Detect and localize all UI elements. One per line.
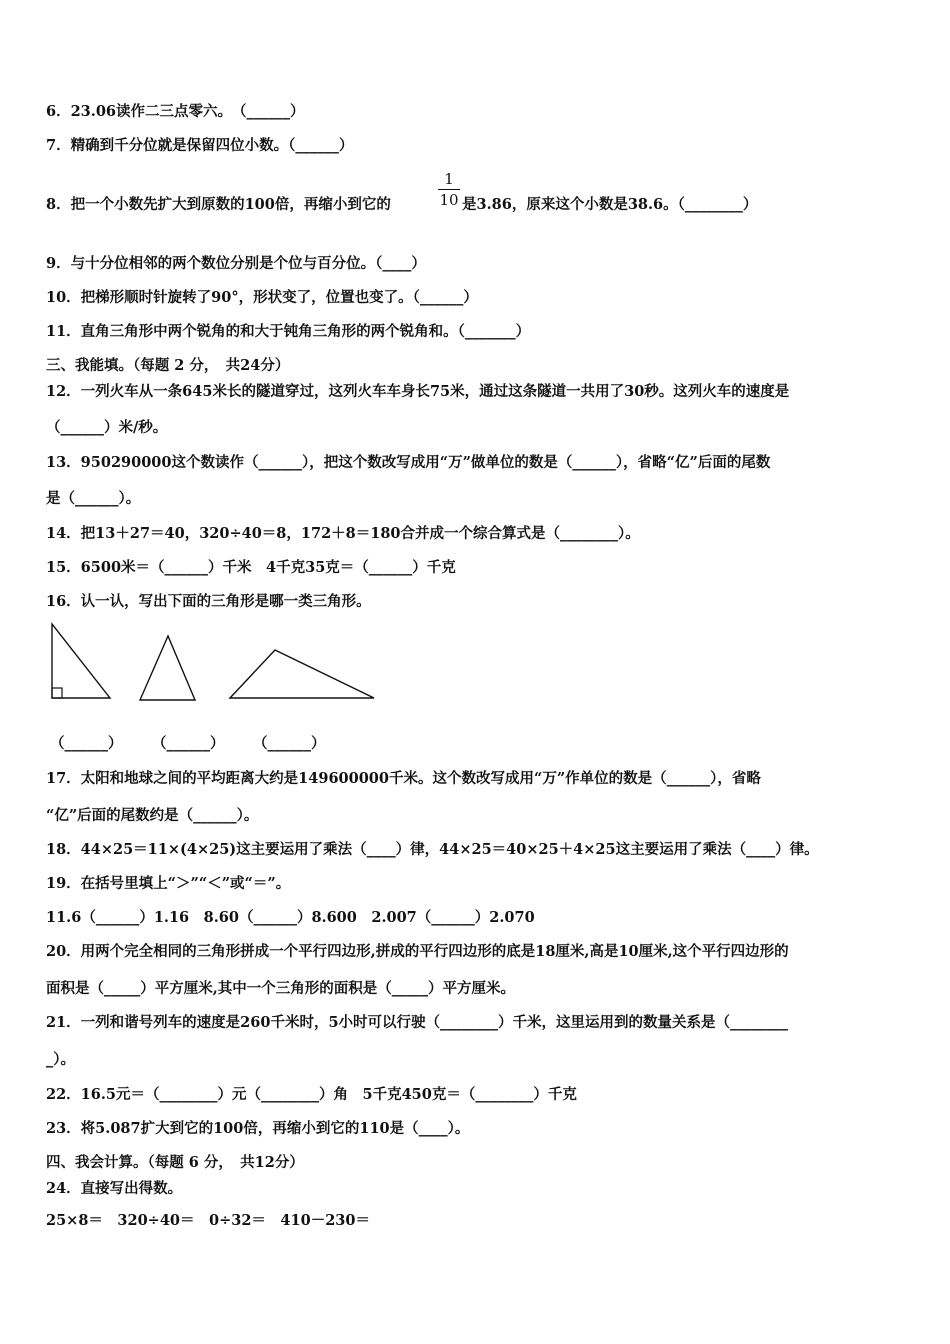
question-11: 11．直角三角形中两个锐角的和大于钝角三角形的两个锐角和。（_______）	[46, 323, 531, 340]
question-8-part1: 8．把一个小数先扩大到原数的100倍，再缩小到它的	[46, 196, 391, 213]
question-17-line2: “亿”后面的尾数约是（______）。	[46, 807, 259, 824]
section-3-heading: 三、我能填。（每题 2 分， 共24分）	[46, 357, 290, 374]
question-15: 15．6500米＝（______）千米 4千克35克＝（______）千克	[46, 559, 456, 576]
question-14: 14．把13＋27＝40，320÷40＝8，172＋8＝180合并成一个综合算式是（________）。	[46, 525, 640, 542]
question-20-line1: 20．用两个完全相同的三角形拼成一个平行四边形,拼成的平行四边形的底是18厘米,高是10厘米,这个平行四边形的	[46, 943, 789, 960]
question-12-line1: 12．一列火车从一条645米长的隧道穿过，这列火车车身长75米，通过这条隧道一共用了30秒。这列火车的速度是	[46, 383, 790, 400]
question-18: 18．44×25＝11×(4×25)这主要运用了乘法（____）律，44×25＝40×25＋4×25这主要运用了乘法（____）律。	[46, 841, 819, 858]
triangle-answer-1: （______）	[50, 735, 123, 752]
question-13-line1: 13．950290000这个数读作（______），把这个数改写成用“万”做单位的数是（______），省略“亿”后面的尾数	[46, 454, 771, 471]
question-23: 23．将5.087扩大到它的100倍，再缩小到它的110是（____）。	[46, 1120, 470, 1137]
question-21-line1: 21．一列和谐号列车的速度是260千米时，5小时可以行驶（________）千米，这里运用到的数量关系是（________	[46, 1014, 789, 1031]
right-triangle	[52, 624, 110, 698]
triangle-answer-3: （______）	[253, 735, 326, 752]
question-8-part2: 是3.86，原来这个小数是38.6。（________）	[462, 196, 758, 213]
question-9: 9．与十分位相邻的两个数位分别是个位与百分位。（____）	[46, 255, 426, 272]
question-7: 7．精确到千分位就是保留四位小数。（______）	[46, 137, 354, 154]
fraction-numerator: 1	[444, 170, 454, 188]
question-6: 6．23.06读作二三点零六。 （______）	[46, 103, 305, 120]
question-17-line1: 17．太阳和地球之间的平均距离大约是149600000千米。这个数改写成用“万”作单位的数是（______），省略	[46, 770, 761, 787]
question-10: 10．把梯形顺时针旋转了90°，形状变了，位置也变了。（______）	[46, 289, 478, 306]
question-12-line2: （______）米/秒。	[46, 419, 168, 436]
fraction-one-tenth	[438, 170, 460, 209]
right-angle-mark	[52, 688, 62, 698]
fraction-denominator: 10	[439, 191, 459, 209]
question-20-line2: 面积是（_____）平方厘米,其中一个三角形的面积是（_____）平方厘米。	[46, 980, 516, 997]
acute-triangle	[140, 636, 195, 700]
question-24-items: 25×8＝ 320÷40＝ 0÷32＝ 410－230＝	[46, 1212, 370, 1229]
question-19: 19．在括号里填上“＞”“＜”或“＝”。	[46, 875, 291, 892]
question-22: 22．16.5元＝（________）元（________）角 5千克450克＝（________）千克	[46, 1086, 577, 1103]
triangle-answer-2: （______）	[152, 735, 225, 752]
question-24: 24．直接写出得数。	[46, 1180, 183, 1197]
triangle-figures	[40, 618, 380, 708]
question-19-items: 11.6（______）1.16 8.60（______）8.600 2.007（______）2.070	[46, 909, 535, 926]
question-13-line2: 是（______）。	[46, 490, 141, 507]
section-4-heading: 四、我会计算。（每题 6 分， 共12分）	[46, 1154, 304, 1171]
obtuse-triangle	[230, 650, 374, 698]
question-21-line2: _）。	[46, 1051, 75, 1068]
question-16: 16．认一认，写出下面的三角形是哪一类三角形。	[46, 593, 371, 610]
